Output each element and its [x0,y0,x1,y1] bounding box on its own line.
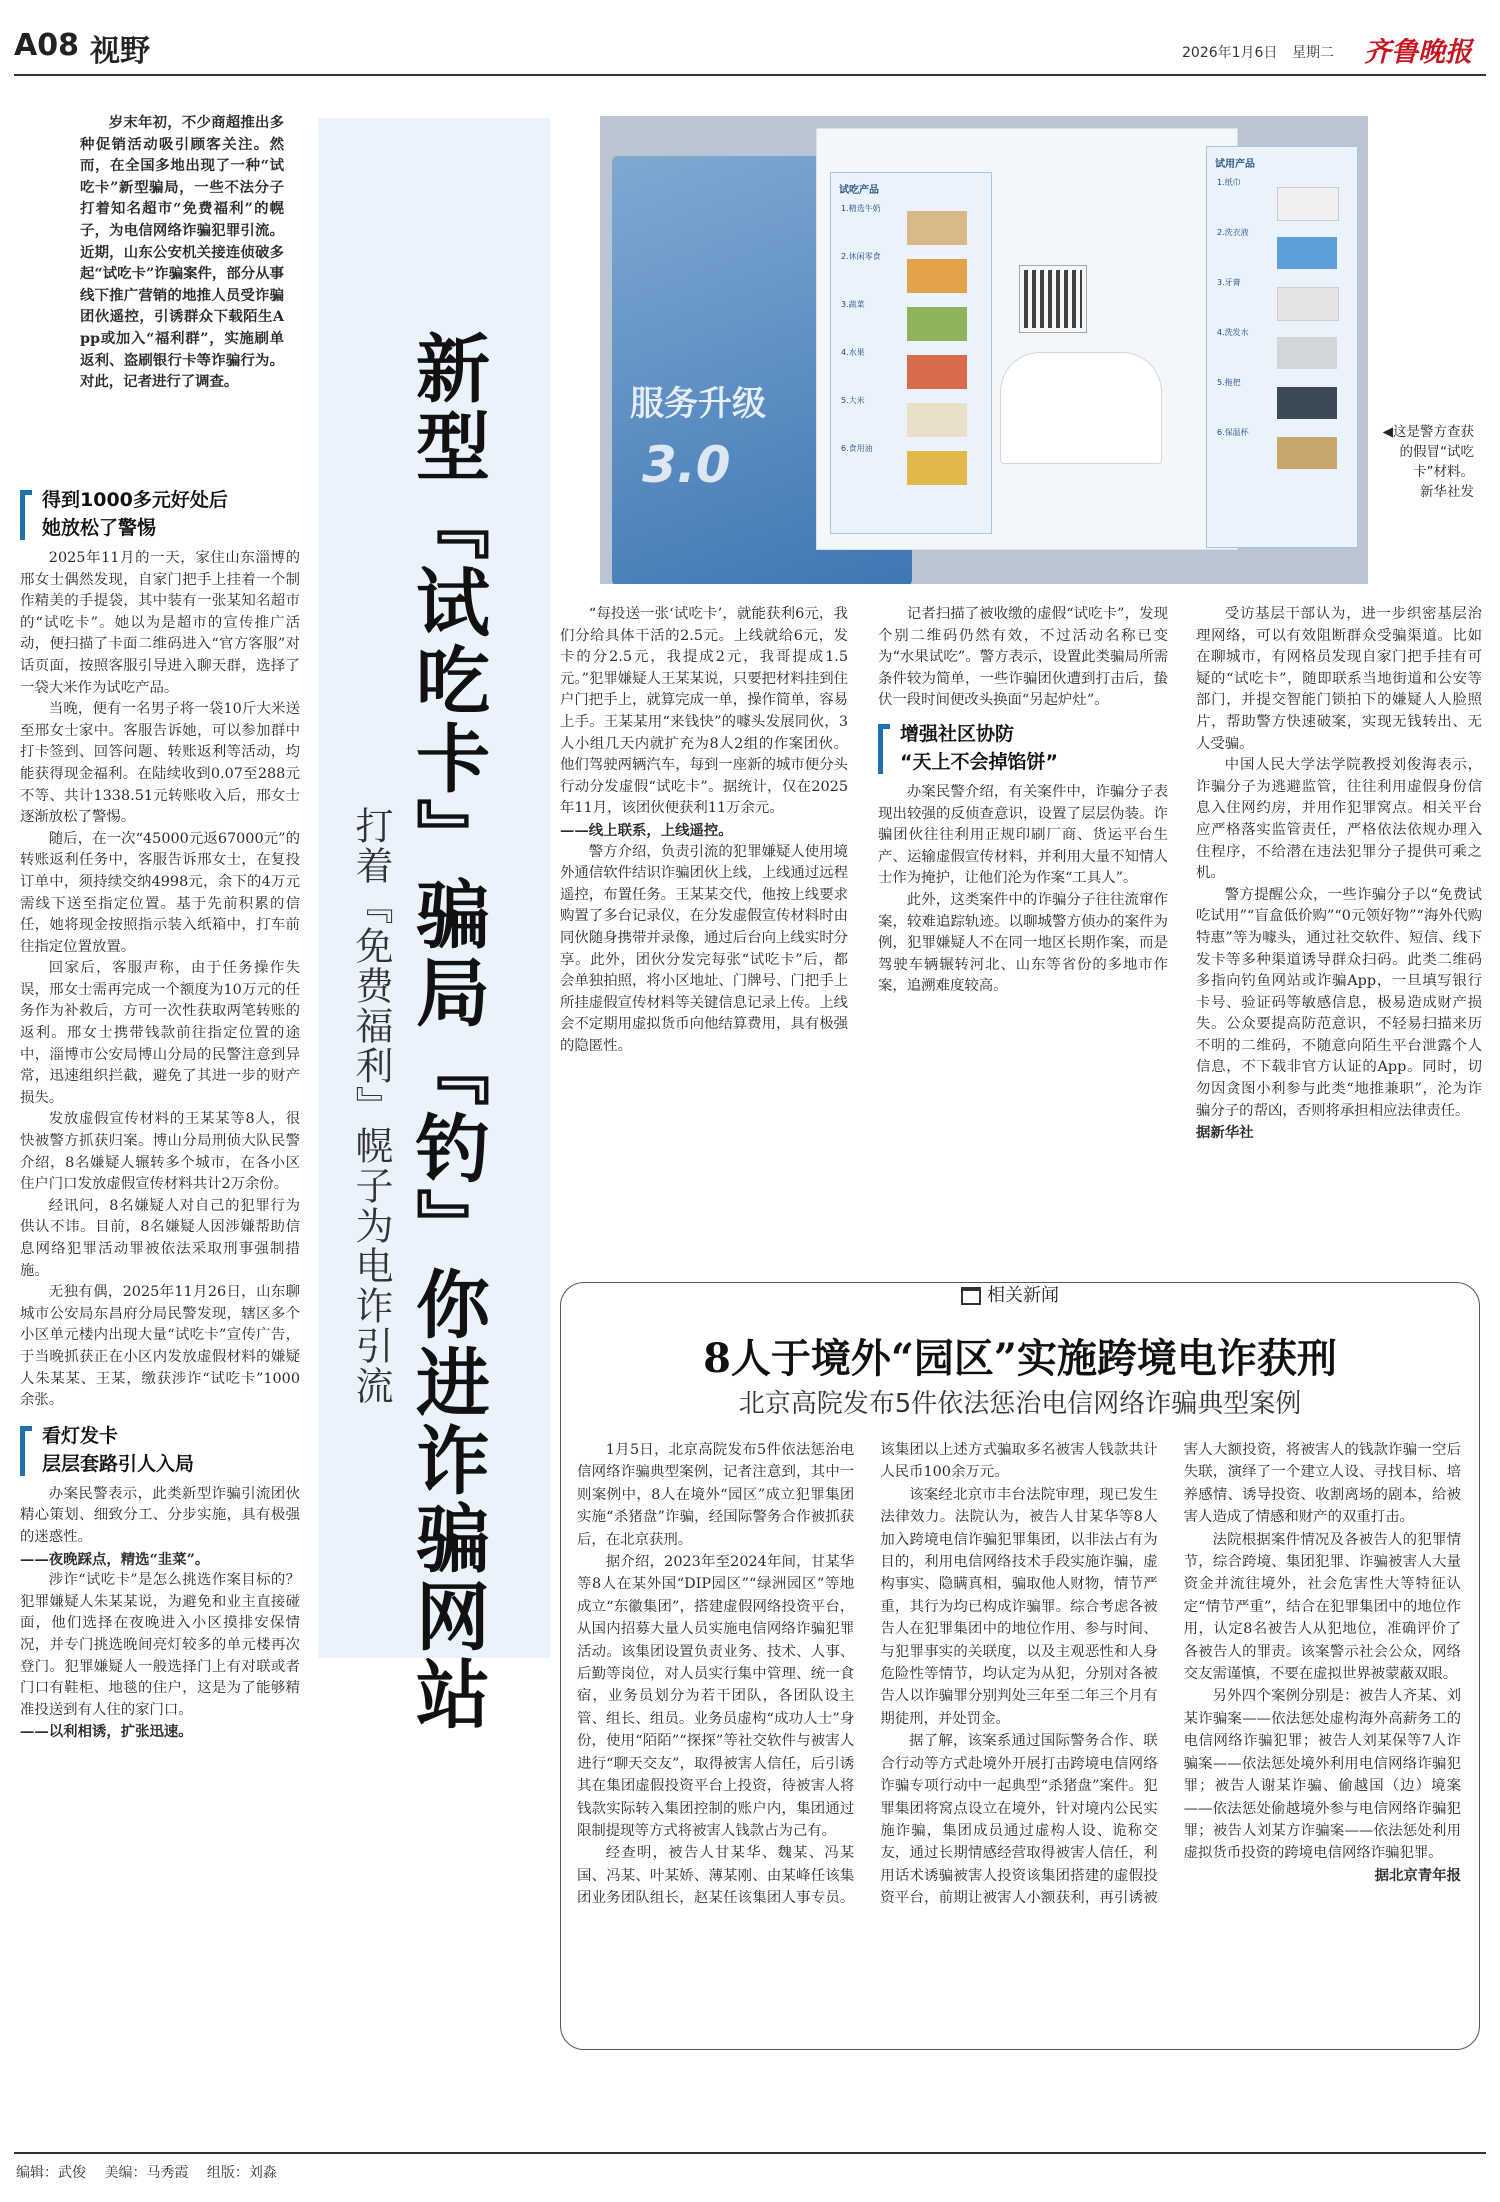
page-header [14,22,1486,70]
news-photo [600,116,1368,584]
section1-title-line2: 她放松了警惕 [42,517,157,539]
section2-column [560,604,848,1057]
related-news-label-text: 相关新闻 [987,1285,1059,1306]
section-name: 视野 [90,34,150,69]
related-source: 据北京青年报 [1374,1866,1461,1884]
related-subtitle: 北京高院发布5件依法惩治电信网络诈骗典型案例 [738,1389,1302,1419]
left-card-item: 3.蔬菜 [841,300,865,309]
left-card-item: 2.休闲零食 [841,252,881,261]
product-thumb [1277,387,1337,419]
product-thumb [1277,187,1339,221]
photo-banner-text: 服务升级 [630,384,766,424]
issue-date: 2026年1月6日 [1182,45,1278,61]
related-paragraph: 该案经北京市丰台法院审理，现已发生法律效力。法院认为，被告人甘某华等8人加入跨境电信诈骗犯罪集团，以非法占有为目的，利用电信网络技术手段实施诈骗，虚构事实、隐瞒真相，骗取他人财物，情节严重，其行为均已构成诈骗罪。综合考虑各被告人在犯罪集团中的地位作用、参与时间、与犯罪事实的关联度，以及主观恶性和人身危险性等情节，均认定为从犯，分别对各被告人以诈骗罪分别判处三年至二年三个月有期徒刑，并处罚金。 [880,1486,1158,1727]
related-paragraph: 据了解，该案系通过国际警务合作、联合行动等方式赴境外开展打击跨境电信网络诈骗专项行动中一起典型“杀猪盘”案件。犯罪集团将窝点设立在境外，针对境内公民实施诈骗，集团成员通过虚构人设、诡称交友，通过长期情感经营取得被害人信任，利用话术诱骗被害人投资该集团搭建的虚假投资平台，前期让被害人小额获利，再引诱被害人大额投资，将被害人的钱款诈骗一空后失联，演绎了一个建立人设、寻找目标、培养感情、诱导投资、收割离场的剧本，给被害人造成了情感和财产的双重打击。 [880,1442,1461,1907]
product-thumb [1277,437,1337,469]
section1-paragraph: 发放虚假宣传材料的王某某等8人，很快被警方抓获归案。博山分局刑侦大队民警介绍，8名嫌疑人辗转多个城市，在各小区住户门口发放虚假宣传材料共计2万余份。 [20,1111,300,1193]
related-title: 8人于境外“园区”实施跨境电诈获刑 [703,1335,1337,1382]
product-thumb [907,259,967,293]
related-paragraph: 另外四个案例分别是：被告人齐某、刘某诈骗案——依法惩处虚构海外高薪务工的电信网络诈骗犯罪；被告人刘某保等7人诈骗案——依法惩处境外利用电信网络诈骗犯罪；被告人谢某诈骗、偷越国（边）境案——依法惩处偷越境外参与电信网络诈骗犯罪；被告人刘某方诈骗案——依法惩处利用虚拟货币投资的跨境电信网络诈骗犯罪。 [1183,1688,1461,1862]
section1-paragraph: 回家后，客服声称，由于任务操作失误，邢女士需再完成一个额度为10万元的任务作为补救后，方可一次性获取两笔转账的返利。邢女士携带钱款前往指定位置的途中，淄博市公安局博山分局的民警注意到异常，迅速组织拦截，避免了其进一步的财产损失。 [20,960,300,1106]
right-card-item: 6.保温杯 [1217,428,1249,437]
related-news-label [945,1282,1075,1310]
section1-paragraph: 经讯问，8名嫌疑人对自己的犯罪行为供认不讳。目前，8名嫌疑人因涉嫌帮助信息网络犯罪活动罪被依法采取刑事强制措施。 [20,1197,300,1279]
photo-credit: 新华社发 [1420,484,1474,500]
newspaper-icon [961,1287,981,1305]
section3-title-line1: 增强社区协防 [900,722,1015,745]
section3-paragraph: 此外，这类案件中的诈骗分子往往流窜作案，较难追踪轨迹。以聊城警方侦办的案件为例，犯罪嫌疑人不在同一地区长期作案，而是驾驶车辆辗转河北、山东等省份的多地市作案，追溯难度较高。 [878,891,1168,995]
section3-title-line2: “天上不会掉馅饼” [900,750,1058,773]
related-paragraph: 据介绍，2023年至2024年间，甘某华等8人在某外国“DIP园区”“绿洲园区”等地成立“东徽集团”，搭建虚假网络投资平台，从国内招募大量人员实施电信网络诈骗犯罪活动。该集团设置负责业务、技术、人事、后勤等岗位，对人员实行集中管理、统一食宿，业务员划分为若干团队，各团队设主管、组长、组员。业务员虚构“成功人士”身份，使用“陌陌”“探探”等社交软件与被害人进行“聊天交友”，取得被害人信任，后引诱其在集团虚假投资平台上投资，待被害人将钱款实际转入集团控制的账户内，集团通过限制提现等方式将被害人钱款占为己有。 [577,1554,855,1839]
issue-weekday: 星期二 [1292,45,1334,61]
section1-paragraph: 当晚，便有一名男子将一袋10斤大米送至邢女士家中。客服告诉她，可以参加群中打卡签到、回答问题、转账返利等活动，均能获得现金福利。在陆续收到0.07至288元不等、共计1338.51元转账收入后，邢女士逐渐放松了警惕。 [20,701,300,826]
related-body [577,1439,1461,2039]
product-thumb [907,307,967,341]
section3-heading [878,720,1168,776]
left-card-title: 试吃产品 [839,185,879,196]
related-news-box [560,1282,1480,2050]
section3-column-b [1196,604,1482,1144]
section2-paragraph: 警方介绍，负责引流的犯罪嫌疑人使用境外通信软件结识诈骗团伙上线，上线通过远程遥控，布置任务。王某某交代，他按上线要求购置了多台记录仪，在分发虚假宣传材料时由同伙随身携带并录像，通过后台向上线实时分享。此外，团伙分发完每张“试吃卡”后，都会单独拍照，将小区地址、门牌号、门把手上所挂虚假宣传材料等关键信息记录上传。上线会不定期用虚拟货币向他结算费用，具有极强的隐匿性。 [560,843,848,1054]
section2-paragraph: 涉诈“试吃卡”是怎么挑选作案目标的？犯罪嫌疑人朱某某说，为避免和业主直接碰面，他们选择在夜晚进入小区摸排安保情况，并专门挑选晚间亮灯较多的单元楼再次登门。犯罪嫌疑人一般选择门上有对联或者门口有鞋柜、地毯的住户，这是为了能够精准投送到有人住的家门口。 [20,1572,300,1718]
product-thumb [907,355,967,389]
right-card-item: 3.牙膏 [1217,278,1241,287]
section2-paragraph: 办案民警表示，此类新型诈骗引流团伙精心策划、细致分工、分步实施，具有极强的迷惑性。 [20,1485,300,1545]
photo-left-card [830,172,992,534]
section1-paragraph: 无独有偶，2025年11月26日，山东聊城市公安局东昌府分局民警发现，辖区多个小区单元楼内出现大量“试吃卡”宣传广告，于当晚抓获正在小区内发放虚假材料的嫌疑人朱某某、王某，缴获涉诈“试吃卡”1000余张。 [20,1284,300,1409]
left-card-item: 5.大米 [841,396,865,405]
photo-caption [1378,422,1474,502]
related-paragraph: 1月5日，北京高院发布5件依法惩治电信网络诈骗典型案例，记者注意到，其中一则案例中，8人在境外“园区”成立犯罪集团实施“杀猪盘”诈骗，经国际警务合作被抓获后，在北京获刑。 [577,1442,855,1548]
right-card-item: 4.洗发水 [1217,328,1249,337]
section2-subhead-online: ——线上联系，上线遥控。 [560,821,733,839]
section1-column [20,478,300,1743]
section1-paragraph: 随后，在一次“45000元返67000元”的转账返利任务中，客服告诉邢女士，在复投订单中，须持续交纳4998元，余下的4万元需线下送至指定位置。基于先前积累的信任，她将现金按照指示装入纸箱中，打车前往指定位置放置。 [20,830,300,955]
photo-tag [1000,352,1162,464]
product-thumb [907,211,967,245]
left-card-item: 6.食用油 [841,444,873,453]
intro-paragraph: 岁末年初，不少商超推出多种促销活动吸引顾客关注。然而，在全国多地出现了一种“试吃卡”新型骗局，一些不法分子打着知名超市“免费福利”的幌子，为电信网络诈骗犯罪引流。近期，山东公安机关接连侦破多起“试吃卡”诈骗案件，部分从事线下推广营销的地推人员受诈骗团伙遥控，引诱群众下载陌生App或加入“福利群”，实施刷单返利、盗刷银行卡等诈骗行为。对此，记者进行了调查。 [80,114,284,391]
section3-paragraph: 警方提醒公众，一些诈骗分子以“免费试吃试用”“盲盒低价购”“0元领好物”“海外代购特惠”等为噱头，通过社交软件、短信、线下发卡等多种渠道诱导群众扫码。此类二维码多指向钓鱼网站或诈骗App，一旦填写银行卡号、验证码等敏感信息，极易造成财产损失。公众要提高防范意识，不轻易扫描来历不明的二维码，不随意向陌生平台泄露个人信息，不下载非官方认证的App。同时，切勿因贪图小利参与此类“地推兼职”，沦为诈骗分子的帮凶，否则将承担相应法律责任。 [1196,886,1482,1119]
photo-caption-text: ◀这是警方查获的假冒“试吃卡”材料。 [1382,424,1474,480]
product-thumb [1277,237,1337,269]
section3-source: 据新华社 [1196,1124,1254,1142]
intro-column [80,112,284,393]
section3-column-a [878,604,1168,998]
right-card-title: 试用产品 [1215,159,1255,170]
section2-heading [20,1422,300,1478]
qr-code-icon [1020,266,1086,332]
product-thumb [907,403,967,437]
related-paragraph: 经查明，被告人甘某华、魏某、冯某国、冯某、叶某娇、薄某刚、由某峰任该集团业务团队组长，赵某任该集团人事专员。该集团以上述方式骗取多名被害人钱款共计人民币100余万元。 [577,1442,1158,1907]
section2-subhead-night: ——夜晚踩点，精选“韭菜”。 [20,1550,210,1568]
section2-paragraph: 记者扫描了被收缴的虚假“试吃卡”，发现个别二维码仍然有效，不过活动名称已变为“水果试吃”。警方表示，设置此类骗局所需条件较为简单，一些诈骗团伙遭到打击后，蛰伏一段时间便改头换面“另起炉灶”。 [878,606,1168,709]
section2-title-line1: 看灯发卡 [42,1424,119,1447]
product-thumb [907,451,967,485]
section3-paragraph: 受访基层干部认为，进一步织密基层治理网络，可以有效阻断群众受骗渠道。比如在聊城市，有网格员发现自家门把手挂有可疑的“试吃卡”，随即联系当地街道和公安等部门，并提交智能门锁拍下的嫌疑人人脸照片，帮助警方快速破案，实现无钱转出、无人受骗。 [1196,606,1482,752]
right-card-item: 1.纸巾 [1217,178,1241,187]
section2-paragraph: “每投送一张‘试吃卡’，就能获利6元，我们分给具体干活的2.5元。上线就给6元，发卡的分2.5元，我提成2元，我哥提成1.5元。”犯罪嫌疑人王某某说，只要把材料挂到住户门把手上，就算完成一单，操作简单，容易上手。王某某用“来钱快”的噱头发展同伙，3人小组几天内就扩充为8人2组的作案团伙。他们驾驶两辆汽车，每到一座新的城市便分头行动分发虚假“试吃卡”。据统计，仅在2025年11月，该团伙便获利11万余元。 [560,606,848,817]
page-number: A08 [14,28,79,63]
footer-designer: 美编：马秀霞 [104,2165,189,2181]
headline-main: 新型『试吃卡』骗局『钓』你进诈骗网站 [404,330,490,1734]
section3-paragraph: 办案民警介绍，有关案件中，诈骗分子表现出较强的反侦查意识，设置了层层伪装。诈骗团伙往往利用正规印刷厂商、货运平台生产、运输虚假宣传材料，并利用大量不知情人士作为掩护，让他们沦为作案“工具人”。 [878,783,1168,887]
left-card-item: 1.精选牛奶 [841,204,881,213]
section2-subhead-profit: ——以利相诱，扩张迅速。 [20,1723,193,1741]
photo-right-card [1206,146,1358,548]
product-thumb [1277,337,1337,369]
product-thumb [1277,287,1339,321]
newspaper-logo: 齐鲁晚报 [1364,37,1472,68]
footer-layout: 组版：刘淼 [206,2165,277,2181]
section1-title-line1: 得到1000多元好处后 [42,489,228,511]
section3-paragraph: 中国人民大学法学院教授刘俊海表示，诈骗分子为逃避监管，往往利用虚假身份信息入住网约房，并用作犯罪窝点。相关平台应严格落实监管责任，严格依法依规办理入住程序，不给潜在违法犯罪分子提供可乘之机。 [1196,757,1482,882]
page-footer [16,2162,277,2182]
section2-title-line2: 层层套路引人入局 [42,1452,195,1475]
footer-rule [14,2152,1486,2154]
right-card-item: 5.拖把 [1217,378,1241,387]
photo-version-text: 3.0 [642,436,731,494]
section1-paragraph: 2025年11月的一天，家住山东淄博的邢女士偶然发现，自家门把手上挂着一个制作精美的手提袋，其中装有一张某知名超市的“试吃卡”。她以为是超市的宣传推广活动，便扫描了卡面二维码进入“官方客服”对话页面，按照客服引导进入聊天群，选择了一袋大米作为试吃产品。 [20,550,300,696]
header-rule [14,74,1486,76]
headline-subtitle: 打着『免费福利』幌子为电诈引流 [349,806,393,1406]
footer-editor: 编辑：武俊 [16,2165,86,2181]
related-paragraph: 法院根据案件情况及各被告人的犯罪情节，综合跨境、集团犯罪、诈骗被害人大量资金并流往境外，社会危害性大等特征认定“情节严重”，结合在犯罪集团中的地位作用，认定8名被告人从犯地位，准确评价了各被告人的罪责。该案警示社会公众，网络交友需谨慎，不要在虚拟世界被蒙蔽双眼。 [1183,1531,1461,1683]
left-card-item: 4.水果 [841,348,865,357]
right-card-item: 2.洗衣液 [1217,228,1249,237]
section1-heading [20,486,300,542]
